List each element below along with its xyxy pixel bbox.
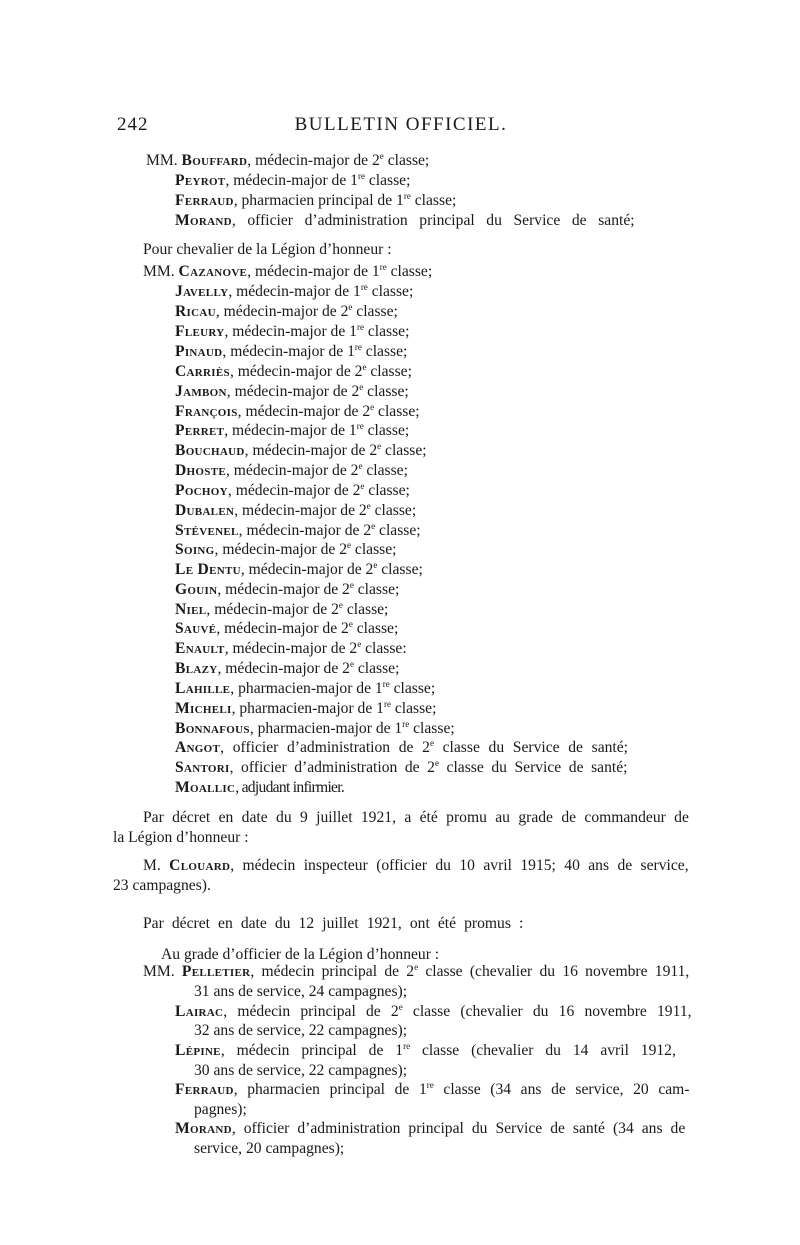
ordinal-superscript: e [377,441,382,451]
ordinal-superscript: re [403,191,411,201]
line-suffix: classe; [389,680,436,697]
text-line [175,679,435,698]
line-suffix: classe; [386,263,433,280]
text-line [113,828,249,847]
line-suffix: classe; [374,403,420,420]
text-line [113,876,211,895]
line-text: , médecin-major de 2 [217,660,350,677]
line-suffix: classe; [351,541,397,558]
person-name: Micheli [175,700,232,717]
line-text: , officier d’administration principal du Service de santé; [231,212,635,229]
text-line [175,402,420,421]
ordinal-superscript: re [379,262,387,272]
ordinal-superscript: e [349,659,354,669]
ordinal-superscript: e [338,600,343,610]
text-line [175,421,409,440]
line-text: , médecin-major de 2 [229,363,363,380]
ordinal-superscript: re [357,171,365,181]
ordinal-superscript: e [359,382,364,392]
line-text: , médecin-major de 1 [224,422,357,439]
line-suffix: classe; [352,303,398,320]
line-text: , médecin-major de 2 [214,541,348,558]
text-line [175,699,436,718]
text-line [175,619,398,638]
line-text: , médecin-major de 1 [228,283,361,300]
line-text: , médecin-major de 2 [216,620,349,637]
person-name: Dhoste [175,462,226,479]
person-name: Morand [175,212,232,229]
text-line [175,322,409,341]
line-suffix: classe; [352,620,399,637]
line-suffix: classe; [363,323,410,340]
line-suffix: classe; [367,283,414,300]
person-name: Gouin [175,581,218,598]
person-name: Pochoy [175,482,228,499]
line-suffix: classe; [377,561,423,578]
text-line [175,441,427,460]
person-name: Stévenel [175,522,239,539]
line-suffix: classe; [364,172,411,189]
line-suffix: classe; [381,442,427,459]
person-name: Santori [175,759,230,776]
ordinal-superscript: e [373,560,378,570]
ordinal-superscript: re [354,342,362,352]
person-name: Pelletier [181,963,251,980]
ordinal-superscript: e [379,151,384,161]
person-name: Dubalen [175,502,235,519]
line-text: 23 campagnes). [113,877,211,894]
text-line [175,540,396,559]
line-text: , pharmacien-major de 1 [230,680,383,697]
ordinal-superscript: e [360,481,365,491]
line-text: , médecin-major de 2 [247,152,380,169]
person-name: Morand [175,1120,232,1137]
line-text: , médecin-major de 2 [227,482,361,499]
line-text: , médecin-major de 2 [244,442,378,459]
line-text: pagnes); [194,1101,247,1118]
person-name: Ferraud [175,192,234,209]
person-name: Javelly [175,283,229,300]
line-text: , médecin-major de 2 [226,383,360,400]
person-name: Clouard [169,857,231,874]
person-name: Peyrot [175,172,226,189]
person-name: Bouchaud [175,442,245,459]
text-line [175,1002,692,1021]
text-line [175,481,410,500]
line-text: , officier d’administration de 2 [220,739,430,756]
line-text: , médecin-major de 2 [215,303,349,320]
line-suffix: classe du Service de santé; [438,759,628,776]
ordinal-superscript: re [360,282,368,292]
text-line [143,240,392,259]
text-line [175,600,388,619]
ordinal-superscript: e [357,639,362,649]
line-suffix: classe; [375,522,421,539]
line-text: 31 ans de service, 24 campagnes); [194,983,408,1000]
text-line [175,639,407,658]
person-name: Angot [175,739,221,756]
ordinal-superscript: re [382,679,390,689]
line-suffix: classe; [383,152,430,169]
text-line [143,808,689,827]
text-line [143,262,432,281]
person-name: Carriès [175,363,230,380]
ordinal-superscript: e [398,1002,403,1012]
line-text: 32 ans de service, 22 campagnes); [194,1022,408,1039]
line-suffix: classe; [390,700,437,717]
ordinal-superscript: e [347,540,352,550]
ordinal-superscript: re [402,719,410,729]
text-line [175,191,456,210]
ordinal-superscript: re [356,322,364,332]
person-name: Bouffard [181,152,248,169]
person-name: Ricau [175,303,216,320]
text-line [194,1061,407,1080]
line-text: , pharmacien-major de 1 [249,720,403,737]
ordinal-superscript: re [383,699,391,709]
line-text: , médecin principal de 1 [220,1042,404,1059]
text-line [175,1119,685,1138]
line-suffix: classe; [363,383,409,400]
text-line [175,659,399,678]
prefix-text: MM. [143,963,182,980]
line-text: Pour chevalier de la Légion d’honneur : [143,241,392,258]
text-line [194,1021,407,1040]
ordinal-superscript: e [434,758,439,768]
text-line [175,342,407,361]
line-text: la Légion d’honneur : [113,829,249,846]
line-text: , médecin-major de 2 [225,462,359,479]
person-name: Perret [175,422,225,439]
text-line [175,1041,676,1060]
line-text: 30 ans de service, 22 campagnes); [194,1062,408,1079]
line-text: , médecin principal de 2 [250,963,415,980]
text-line [143,962,689,981]
line-text: , pharmacien principal de 1 [233,1081,427,1098]
text-line [175,580,399,599]
prefix-text: MM. [143,263,179,280]
text-line [175,362,412,381]
line-text: , médecin-major de 1 [222,343,355,360]
ordinal-superscript: e [429,738,434,748]
line-text: , médecin-major de 2 [206,601,339,618]
ordinal-superscript: e [349,580,354,590]
person-name: Ferraud [175,1081,234,1098]
person-name: Jambon [175,383,227,400]
line-suffix: classe (chevalier du 16 novembre 1911, [402,1003,692,1020]
text-line [175,282,413,301]
text-line [175,778,344,797]
line-suffix: classe; [410,192,457,209]
line-suffix: classe; [366,363,412,380]
text-line [175,501,416,520]
person-name: Pinaud [175,343,223,360]
ordinal-superscript: e [371,521,376,531]
running-title: BULLETIN OFFICIEL. [294,114,508,135]
person-name: Bonnafous [175,720,250,737]
line-text: , adjudant infirmier. [235,779,345,796]
prefix-text: MM. [146,152,182,169]
line-text: , médecin principal de 2 [223,1003,399,1020]
ordinal-superscript: re [356,421,364,431]
text-line [175,560,423,579]
text-line [143,914,523,933]
line-suffix: classe; [370,502,417,519]
person-name: Fleury [175,323,225,340]
ordinal-superscript: e [348,619,353,629]
line-text: service, 20 campagnes); [194,1140,345,1157]
text-line [143,856,689,875]
person-name: Niel [175,601,207,618]
text-line [175,1080,689,1099]
running-header [113,114,689,144]
person-name: Blazy [175,660,218,677]
ordinal-superscript: e [362,362,367,372]
line-suffix: classe; [342,601,389,618]
ordinal-superscript: e [366,501,371,511]
text-line [175,521,421,540]
line-suffix: , médecin inspecteur (officier du 10 avril 1915; 40 ans de service, [230,857,689,874]
line-suffix: classe (34 ans de service, 20 cam- [433,1081,690,1098]
person-name: Cazanove [178,263,248,280]
text-line [175,211,635,230]
text-line [175,382,409,401]
line-suffix: classe; [353,660,400,677]
text-line [175,302,398,321]
text-line [194,982,407,1001]
line-text: , médecin-major de 2 [237,403,371,420]
line-text: , médecin-major de 2 [240,561,374,578]
line-text: , médecin-major de 1 [224,323,357,340]
text-line [146,151,429,170]
line-text: , officier d’administration principal du Service de santé (34 ans de [231,1120,686,1137]
line-text: Par décret en date du 12 juillet 1921, ont été promus : [143,915,524,932]
page-number: 242 [117,114,149,135]
line-text: , officier d’administration de 2 [229,759,435,776]
line-suffix: classe du Service de santé; [433,739,629,756]
person-name: Lépine [175,1042,221,1059]
ordinal-superscript: re [426,1080,434,1090]
person-name: Moallic [175,779,236,796]
line-text: , médecin-major de 2 [238,522,372,539]
line-suffix: classe; [363,422,410,439]
person-name: François [175,403,238,420]
line-text: , médecin-major de 2 [217,581,350,598]
line-suffix: classe; [409,720,455,737]
ordinal-superscript: e [414,962,419,972]
line-text: , médecin-major de 2 [224,640,358,657]
line-text: , pharmacien-major de 1 [231,700,384,717]
person-name: Lahille [175,680,231,697]
line-text: , médecin-major de 1 [225,172,358,189]
person-name: Enault [175,640,225,657]
person-name: Soing [175,541,215,558]
line-text: Par décret en date du 9 juillet 1921, a été promu au grade de commandeur de [143,809,689,826]
line-suffix: classe: [361,640,407,657]
text-line [175,738,628,757]
line-suffix: classe (chevalier du 16 novembre 1911, [418,963,690,980]
person-name: Sauvé [175,620,217,637]
ordinal-superscript: e [370,402,375,412]
ordinal-superscript: e [358,461,363,471]
text-line [194,1139,344,1158]
line-suffix: classe (chevalier du 14 avril 1912, [410,1042,676,1059]
ordinal-superscript: re [403,1041,411,1051]
line-suffix: classe; [362,462,408,479]
line-suffix: classe; [361,343,408,360]
text-line [194,1100,247,1119]
line-suffix: classe; [353,581,400,598]
line-suffix: classe; [364,482,410,499]
text-line [175,719,455,738]
line-text: , médecin-major de 1 [247,263,380,280]
line-text: M. [143,857,170,874]
person-name: Le Dentu [175,561,241,578]
line-text: Au grade d’officier de la Légion d’honneur : [161,946,440,963]
person-name: Lairac [175,1003,224,1020]
text-line [175,461,408,480]
line-text: , médecin-major de 2 [234,502,367,519]
text-line [175,171,410,190]
text-line [175,758,627,777]
line-text: , pharmacien principal de 1 [233,192,404,209]
ordinal-superscript: e [348,302,353,312]
